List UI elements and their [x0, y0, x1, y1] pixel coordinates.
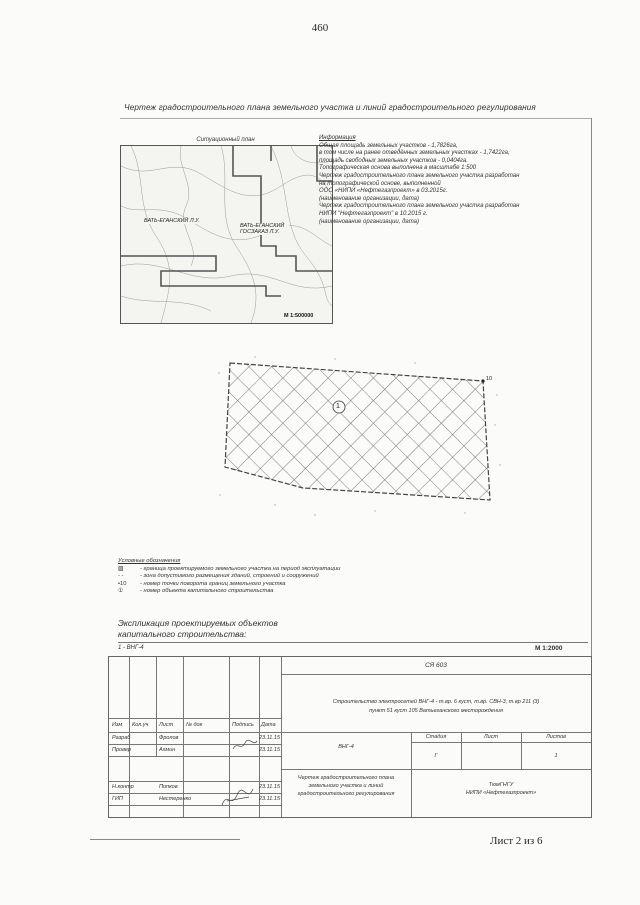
stamp-role: Н.контр — [112, 784, 134, 790]
legend — [118, 558, 418, 596]
situation-map-drawing — [121, 146, 332, 323]
stamp-stage-value: Г — [434, 753, 438, 759]
info-line: Топографическая основа выполнена в масштабе 1:500 — [319, 165, 477, 172]
stamp-date: 23.11.15 — [259, 796, 281, 802]
stamp-header-cell: Дата — [261, 722, 276, 728]
stamp-line — [411, 742, 591, 743]
info-line: Общая площадь земельных участков - 1,7826га, — [319, 142, 458, 149]
stamp-line — [411, 732, 412, 817]
stamp-line — [109, 756, 281, 757]
drawing-scale: М 1:2000 — [535, 645, 563, 652]
stamp-line — [281, 769, 591, 770]
stamp-sheets-header: Листов — [545, 734, 567, 740]
stamp-doc-title-line: земельного участка и линий — [308, 783, 384, 789]
stamp-line — [183, 657, 184, 817]
stamp-stage-header: Стадия — [425, 734, 447, 740]
situation-map — [120, 145, 333, 324]
map-label-vat-egansky-goszakaz: ВАТЬ-ЕГАНСКИЙ ГОСЗАКАЗ Л.У. — [239, 223, 289, 235]
plot-point-label: 10 — [486, 376, 493, 382]
stamp-doc-title-line: градостроительного регулирования — [297, 791, 395, 797]
page-number: 460 — [311, 22, 329, 34]
info-line: НИПИ "Нефтегазпроект" в 10.2015 г. — [319, 210, 428, 217]
stamp-line — [109, 718, 281, 719]
footer-divider — [90, 839, 240, 840]
stamp-header-cell: Кол.уч — [132, 722, 149, 728]
stamp-role: Разраб — [112, 735, 131, 741]
stamp-person-name: Ахмин — [159, 747, 176, 753]
info-line: Чертеж градостроительного плана земельного участка разработан — [319, 172, 520, 179]
legend-item — [118, 588, 418, 596]
stamp-person-name: Нестеренко — [159, 796, 192, 802]
stamp-date: 23.11.15 — [259, 735, 281, 741]
stamp-date: 23.11.15 — [259, 784, 281, 790]
stamp-header-cell: № док — [186, 722, 203, 728]
info-heading: Информация — [319, 135, 356, 141]
stamp-project-line: пункт 51 куст 105 Ватьеганского месторождения — [369, 708, 503, 714]
stamp-sheet-header: Лист — [483, 734, 499, 740]
stamp-code: СЯ 603 — [425, 662, 447, 669]
title-block — [108, 656, 592, 818]
stamp-person-name: Попков — [159, 784, 178, 790]
info-line: (наименование организации, дата) — [319, 195, 419, 202]
info-line: (наименование организации, дата) — [319, 218, 419, 225]
stamp-line — [109, 781, 281, 782]
situation-map-caption: Ситуационный план — [196, 137, 255, 143]
stamp-project-line: Строительство электросетей ВНГ-4 - т.вр. 6 куст, т.вр. СВН-3, т.вр 211 (3) — [332, 699, 540, 705]
explication-title-line: Экспликация проектируемых объектов — [118, 618, 278, 628]
stamp-line — [156, 657, 157, 756]
map-scale: М 1:500000 — [284, 313, 314, 319]
legend-text: - зона допустимого размещения зданий, строений и сооружений — [140, 573, 319, 580]
legend-symbol-zone: - - — [118, 573, 124, 580]
info-line: в том числе на ранее отведённых земельных участках - 1,7422га, — [319, 150, 510, 157]
stamp-org-line: ТюмГНГУ — [488, 782, 514, 788]
stamp-line — [281, 732, 591, 733]
explication-title-line: капитального строительства: — [118, 629, 247, 639]
land-plot-drawing — [215, 355, 505, 520]
frame-top-line — [120, 118, 591, 119]
stamp-header-cell: Подпись — [232, 722, 254, 728]
stamp-role: ГИП — [112, 796, 123, 802]
stamp-object-name: ВНГ-4 — [338, 744, 354, 750]
explication-item: 1 - ВНГ-4 — [118, 645, 144, 651]
legend-text: - номер объекта капитального строительства — [140, 588, 274, 595]
explication-title — [118, 618, 278, 640]
info-line: Чертеж градостроительного плана земельного участка разработан — [319, 203, 520, 210]
legend-text: - граница проектируемого земельного участка на период эксплуатации — [140, 565, 341, 572]
signature-mark — [231, 737, 259, 755]
stamp-header-cell: Изм — [112, 722, 123, 728]
legend-title: Условные обозначения — [118, 558, 181, 564]
stamp-line — [109, 732, 281, 733]
info-line: на топографической основе, выполненной — [319, 180, 441, 187]
drawing-title: Чертеж градостроительного плана земельного участка и линий градостроительного регулирования — [124, 103, 536, 112]
info-line: ООО «НИПИ «Нефтегазпроект» в 03.2015г. — [319, 188, 448, 195]
legend-text: - номер точки поворота границ земельного участка — [140, 580, 286, 587]
stamp-doc-title-line: Чертеж градостроительного плана — [297, 775, 395, 781]
stamp-org-line: НИПИ «Нефтегазпроект» — [465, 790, 537, 796]
map-label-vat-egansky: ВАТЬ-ЕГАНСКИЙ Л.У. — [144, 218, 200, 224]
legend-symbol-boundary: ▨ — [118, 565, 124, 572]
sheet-number: Лист 2 из 6 — [490, 835, 543, 847]
legend-symbol-point: •10 — [118, 580, 127, 587]
stamp-person-name: Фролов — [159, 735, 179, 741]
legend-item — [118, 573, 418, 581]
signature-mark — [219, 783, 259, 813]
stamp-sheets-value: 1 — [554, 753, 558, 759]
info-line: площадь свободных земельных участков - 0,0404га. — [319, 157, 468, 164]
stamp-role: Провер — [112, 747, 131, 753]
explication-divider — [118, 642, 588, 643]
stamp-header-cell: Лист — [159, 722, 174, 728]
legend-symbol-object: ① — [118, 588, 124, 595]
stamp-line — [281, 674, 591, 675]
plot-object-label: 1 — [336, 403, 340, 410]
info-block — [319, 135, 589, 226]
stamp-date: 23.11.15 — [259, 747, 281, 753]
